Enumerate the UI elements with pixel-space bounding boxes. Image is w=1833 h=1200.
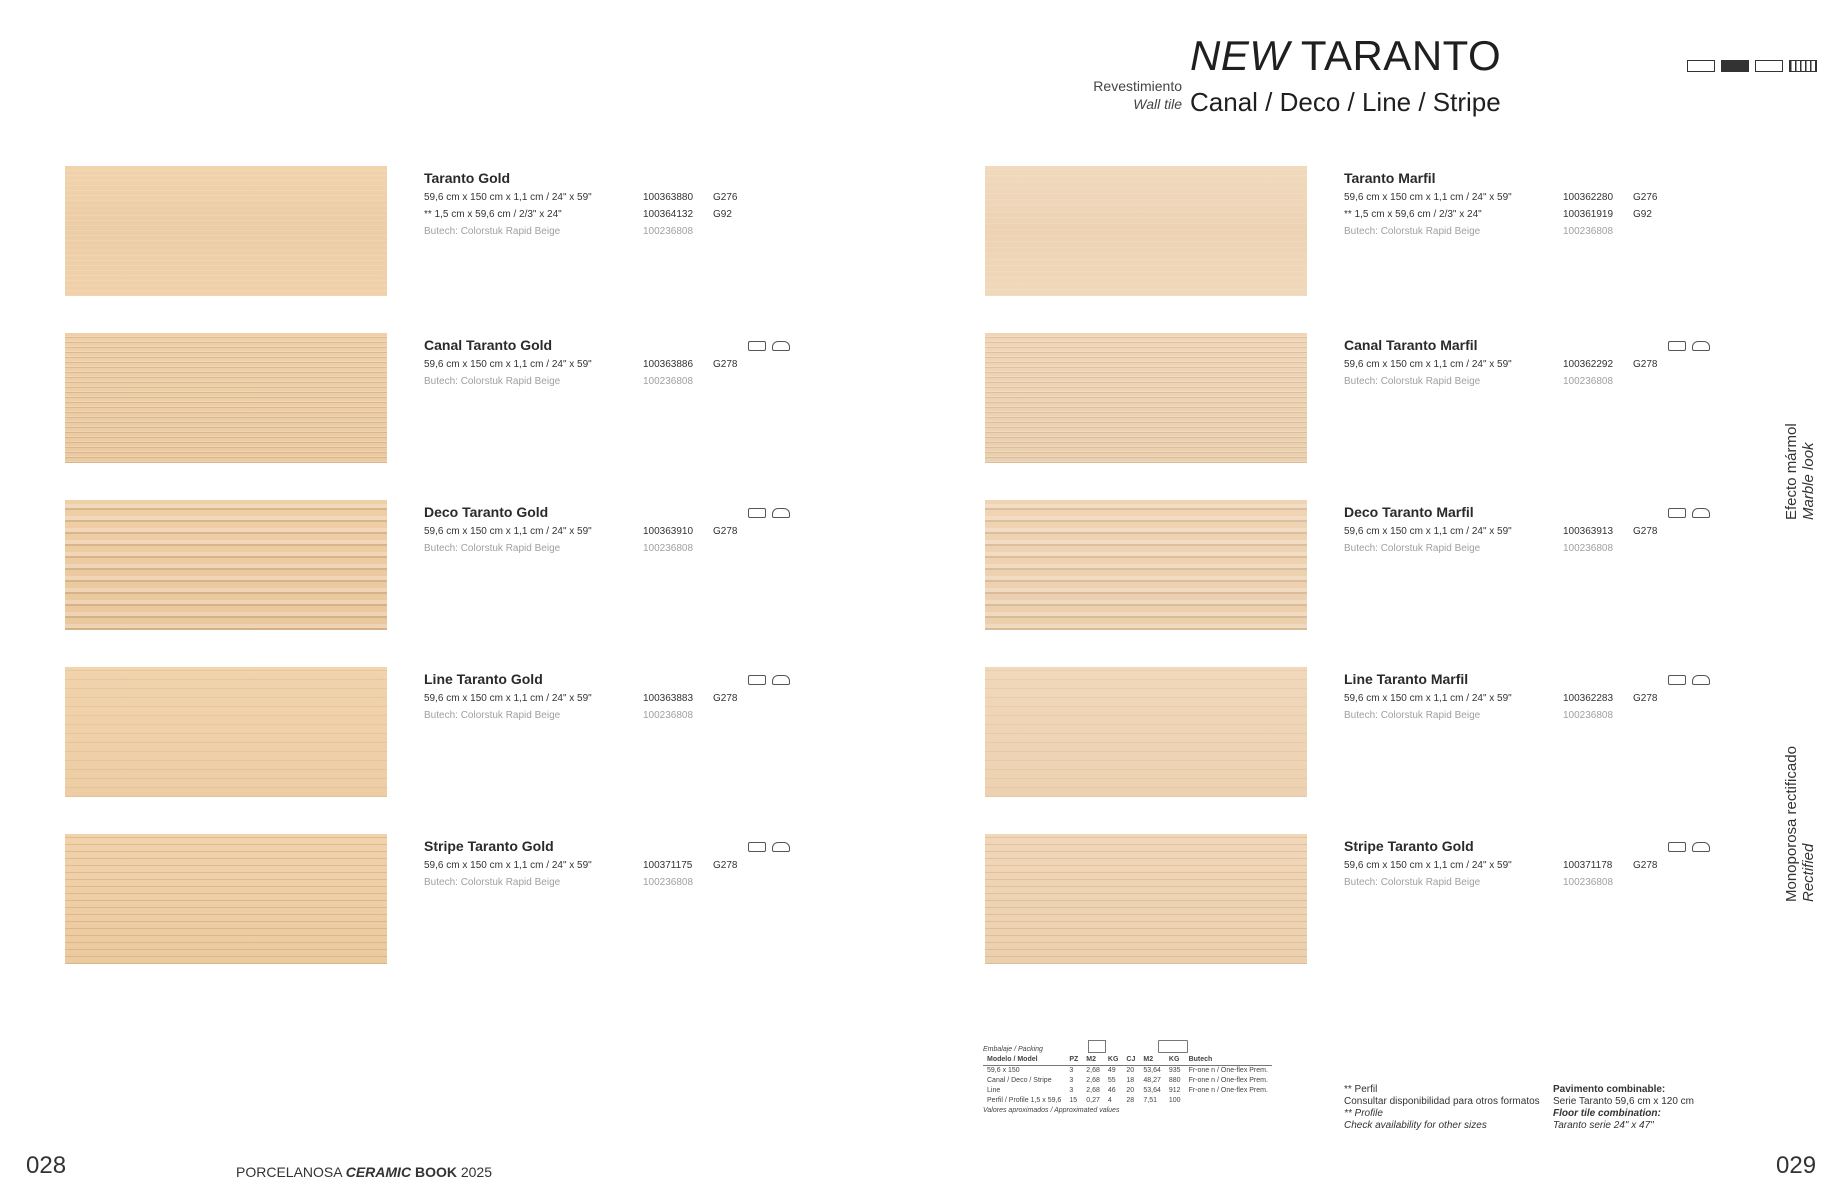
product-name: Deco Taranto Gold (424, 504, 549, 520)
packing-cell: 935 (1168, 1067, 1181, 1074)
butech-label: Butech: Colorstuk Rapid Beige (424, 226, 561, 237)
packing-cell: 20 (1126, 1067, 1135, 1074)
product-code: 100362280 (1563, 192, 1614, 203)
packing-header: PZ (1065, 1055, 1082, 1066)
product-code: 100363880 (643, 192, 694, 203)
kitchen-use-icon (1668, 675, 1686, 685)
butech-label: Butech: Colorstuk Rapid Beige (424, 543, 561, 554)
product-name: Stripe Taranto Gold (1344, 838, 1474, 854)
butech-label: Butech: Colorstuk Rapid Beige (1344, 543, 1481, 554)
bathroom-use-icon (1692, 341, 1710, 351)
body-en: Rectified (1800, 843, 1817, 902)
product-group: G278 (1633, 860, 1658, 871)
title-name: TARANTO (1300, 32, 1502, 79)
product-code: 100362283 (1563, 693, 1614, 704)
look-en: Marble look (1800, 442, 1817, 520)
page-number-right: 029 (1776, 1152, 1817, 1179)
packing-cell: 48,27 (1143, 1077, 1161, 1084)
kitchen-use-icon (1668, 341, 1686, 351)
kitchen-use-icon (1668, 842, 1686, 852)
butech-code: 100236808 (643, 226, 694, 237)
packing-cell: 100 (1168, 1097, 1181, 1104)
packing-cell: 2,68 (1086, 1077, 1100, 1084)
bathroom-use-icon (772, 508, 790, 518)
butech-label: Butech: Colorstuk Rapid Beige (424, 376, 561, 387)
butech-code: 100236808 (643, 710, 694, 721)
packing-header: Butech (1185, 1055, 1272, 1066)
tile-format-icon (1789, 60, 1817, 72)
product-spec: 59,6 cm x 150 cm x 1,1 cm / 24" x 59" (1344, 526, 1512, 537)
packing-title: Embalaje / Packing (983, 1046, 1043, 1053)
floor-text-es: Serie Taranto 59,6 cm x 120 cm (1553, 1096, 1694, 1107)
bathroom-use-icon (772, 675, 790, 685)
packing-row (983, 1096, 1272, 1106)
product-name: Taranto Marfil (1344, 170, 1436, 186)
kitchen-use-icon (748, 675, 766, 685)
packing-cell: 3 (1069, 1087, 1074, 1094)
packing-footnote: Valores aproximados / Approximated values (983, 1107, 1120, 1114)
packing-header: CJ (1122, 1055, 1139, 1066)
product-name: Deco Taranto Marfil (1344, 504, 1474, 520)
packing-header: M2 (1082, 1055, 1104, 1066)
profile-note (1344, 1084, 1540, 1132)
floor-text-en: Taranto serie 24" x 47" (1553, 1120, 1654, 1131)
product-spec: 59,6 cm x 150 cm x 1,1 cm / 24" x 59" (424, 526, 592, 537)
profile-group: G92 (713, 209, 732, 220)
packing-cell: 20 (1126, 1087, 1135, 1094)
packing-cell: 7,51 (1143, 1097, 1157, 1104)
book-year: 2025 (460, 1164, 492, 1180)
product-code: 100371178 (1563, 860, 1613, 871)
product-spec: 59,6 cm x 150 cm x 1,1 cm / 24" x 59" (1344, 192, 1512, 203)
packing-header: KG (1104, 1055, 1123, 1066)
butech-code: 100236808 (1563, 710, 1614, 721)
packing-table (983, 1046, 1272, 1114)
packing-row (983, 1066, 1272, 1077)
product-code: 100363913 (1563, 526, 1614, 537)
perfil-text: Consultar disponibilidad para otros formatos (1344, 1096, 1540, 1107)
product-group: G278 (713, 526, 738, 537)
tile-format-icon (1721, 60, 1749, 72)
category-es: Revestimiento (1093, 78, 1182, 94)
product-name: Stripe Taranto Gold (424, 838, 554, 854)
packing-cell: Perfil / Profile 1,5 x 59,6 (987, 1097, 1062, 1104)
packing-header: Modelo / Model (983, 1055, 1065, 1066)
tile-image-canal-taranto-gold (65, 333, 387, 463)
product-code: 100363910 (643, 526, 694, 537)
product-group: G278 (713, 860, 738, 871)
side-label-body (1783, 746, 1817, 902)
product-spec: 59,6 cm x 150 cm x 1,1 cm / 24" x 59" (424, 693, 592, 704)
body-es: Monoporosa rectificado (1783, 746, 1800, 902)
packing-cell: 46 (1107, 1087, 1116, 1094)
butech-label: Butech: Colorstuk Rapid Beige (424, 877, 561, 888)
product-spec: 59,6 cm x 150 cm x 1,1 cm / 24" x 59" (424, 359, 592, 370)
product-group: G278 (1633, 359, 1658, 370)
product-name: Taranto Gold (424, 170, 511, 186)
tile-format-icon (1755, 60, 1783, 72)
packing-cell: 4 (1107, 1097, 1112, 1104)
format-icons (1687, 60, 1817, 72)
bathroom-use-icon (1692, 508, 1710, 518)
packing-cell: Canal / Deco / Stripe (987, 1077, 1052, 1084)
product-name: Canal Taranto Gold (424, 337, 553, 353)
packing-cell: 18 (1126, 1077, 1135, 1084)
packing-header: KG (1165, 1055, 1185, 1066)
tile-image-stripe-taranto-marfil (985, 834, 1307, 964)
packing-cell: 53,64 (1143, 1087, 1161, 1094)
tile-image-taranto-gold (65, 166, 387, 296)
butech-code: 100236808 (643, 543, 694, 554)
side-label-look (1783, 423, 1817, 520)
packing-cell: Fr-one n / One-flex Prem. (1188, 1077, 1268, 1084)
category-en: Wall tile (1133, 96, 1182, 112)
product-group: G278 (713, 359, 738, 370)
butech-code: 100236808 (1563, 226, 1614, 237)
bathroom-use-icon (772, 842, 790, 852)
product-name: Canal Taranto Marfil (1344, 337, 1478, 353)
kitchen-use-icon (748, 341, 766, 351)
packing-row (983, 1086, 1272, 1096)
packing-cell: 880 (1168, 1077, 1181, 1084)
bathroom-use-icon (1692, 842, 1710, 852)
product-code: 100363883 (643, 693, 694, 704)
butech-label: Butech: Colorstuk Rapid Beige (424, 710, 561, 721)
profile-spec: ** 1,5 cm x 59,6 cm / 2/3" x 24" (424, 209, 562, 220)
profile-code: 100361919 (1563, 209, 1614, 220)
footer-brand (236, 1164, 492, 1180)
tile-image-deco-taranto-marfil (985, 500, 1307, 630)
book-name: CERAMIC (345, 1164, 412, 1180)
packing-cell: Fr-one n / One-flex Prem. (1188, 1087, 1268, 1094)
product-spec: 59,6 cm x 150 cm x 1,1 cm / 24" x 59" (1344, 693, 1512, 704)
butech-label: Butech: Colorstuk Rapid Beige (1344, 877, 1481, 888)
packing-row (983, 1076, 1272, 1086)
product-spec: 59,6 cm x 150 cm x 1,1 cm / 24" x 59" (1344, 860, 1512, 871)
tile-image-canal-taranto-marfil (985, 333, 1307, 463)
collection-title (1190, 32, 1501, 80)
product-code: 100363886 (643, 359, 694, 370)
perfil-title: ** Perfil (1344, 1084, 1378, 1095)
tile-format-icon (1687, 60, 1715, 72)
packing-cell: 55 (1107, 1077, 1116, 1084)
packing-header: M2 (1139, 1055, 1165, 1066)
packing-cell: Line (987, 1087, 1001, 1094)
product-code: 100371175 (643, 860, 693, 871)
packing-cell: 2,68 (1086, 1067, 1100, 1074)
product-group: G278 (713, 693, 738, 704)
packing-cell: 49 (1107, 1067, 1116, 1074)
floor-combination-note (1553, 1084, 1694, 1132)
packing-cell: 912 (1168, 1087, 1181, 1094)
look-es: Efecto mármol (1783, 423, 1800, 520)
models-subtitle: Canal / Deco / Line / Stripe (1190, 87, 1501, 117)
butech-code: 100236808 (643, 877, 694, 888)
product-code: 100362292 (1563, 359, 1614, 370)
kitchen-use-icon (748, 842, 766, 852)
packing-cell: Fr-one n / One-flex Prem. (1188, 1067, 1268, 1074)
product-spec: 59,6 cm x 150 cm x 1,1 cm / 24" x 59" (424, 192, 592, 203)
butech-code: 100236808 (1563, 543, 1614, 554)
product-name: Line Taranto Gold (424, 671, 543, 687)
packing-cell: 15 (1069, 1097, 1078, 1104)
profile-text: Check availability for other sizes (1344, 1120, 1487, 1131)
tile-image-line-taranto-marfil (985, 667, 1307, 797)
tile-image-stripe-taranto-gold (65, 834, 387, 964)
book-name-2: BOOK (414, 1164, 457, 1180)
bathroom-use-icon (1692, 675, 1710, 685)
packing-cell: 3 (1069, 1067, 1074, 1074)
product-group: G278 (1633, 526, 1658, 537)
profile-spec: ** 1,5 cm x 59,6 cm / 2/3" x 24" (1344, 209, 1482, 220)
bathroom-use-icon (772, 341, 790, 351)
packing-cell: 3 (1069, 1077, 1074, 1084)
product-name: Line Taranto Marfil (1344, 671, 1469, 687)
butech-label: Butech: Colorstuk Rapid Beige (1344, 376, 1481, 387)
product-spec: 59,6 cm x 150 cm x 1,1 cm / 24" x 59" (1344, 359, 1512, 370)
packing-cell: 59,6 x 150 (987, 1067, 1020, 1074)
butech-code: 100236808 (1563, 376, 1614, 387)
profile-title: ** Profile (1344, 1108, 1383, 1119)
tile-image-deco-taranto-gold (65, 500, 387, 630)
butech-label: Butech: Colorstuk Rapid Beige (1344, 710, 1481, 721)
product-group: G278 (1633, 693, 1658, 704)
brand-name: PORCELANOSA (236, 1164, 342, 1180)
butech-label: Butech: Colorstuk Rapid Beige (1344, 226, 1481, 237)
kitchen-use-icon (1668, 508, 1686, 518)
floor-title-en: Floor tile combination: (1553, 1108, 1661, 1119)
packing-cell: 2,68 (1086, 1087, 1100, 1094)
product-group: G276 (713, 192, 738, 203)
tile-image-taranto-marfil (985, 166, 1307, 296)
butech-code: 100236808 (643, 376, 694, 387)
product-spec: 59,6 cm x 150 cm x 1,1 cm / 24" x 59" (424, 860, 592, 871)
butech-code: 100236808 (1563, 877, 1614, 888)
profile-code: 100364132 (643, 209, 694, 220)
packing-cell: 0,27 (1086, 1097, 1100, 1104)
kitchen-use-icon (748, 508, 766, 518)
product-group: G276 (1633, 192, 1658, 203)
profile-group: G92 (1633, 209, 1652, 220)
page-number-left: 028 (26, 1152, 67, 1179)
packing-cell (1185, 1096, 1272, 1106)
tile-image-line-taranto-gold (65, 667, 387, 797)
floor-title-es: Pavimento combinable: (1553, 1084, 1666, 1095)
title-new: NEW (1190, 32, 1290, 79)
packing-cell: 28 (1126, 1097, 1135, 1104)
packing-cell: 53,64 (1143, 1067, 1161, 1074)
